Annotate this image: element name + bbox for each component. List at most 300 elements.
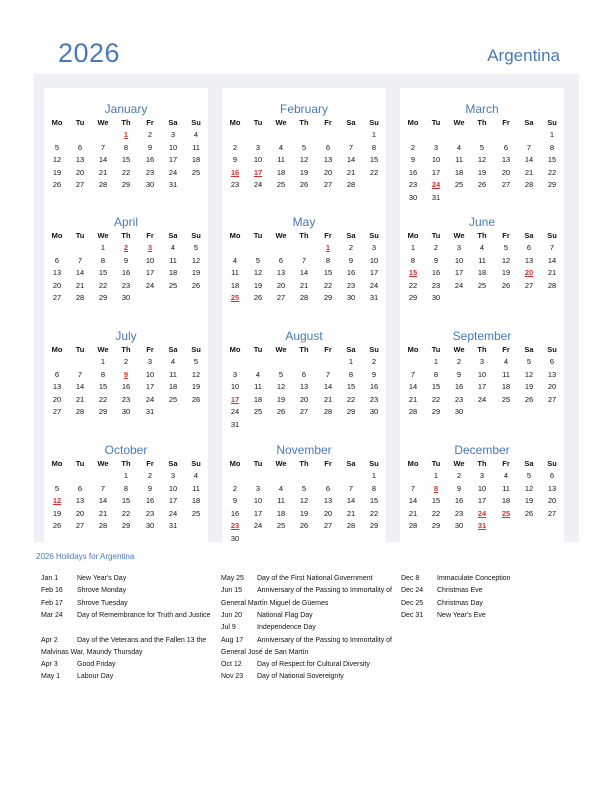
month-name: March [465, 102, 499, 116]
calendar-day: 20 [323, 508, 333, 518]
calendar-day: 2 [348, 243, 354, 252]
holiday-date: 12 [52, 496, 62, 505]
calendar-day: 31 [168, 180, 178, 189]
holiday-entry [221, 659, 393, 671]
holiday-date: 24 [431, 180, 441, 189]
calendar-day: 6 [54, 255, 60, 265]
calendar-day: 10 [477, 483, 487, 493]
calendar-day: 22 [408, 280, 418, 290]
weekday-label: Su [191, 345, 201, 354]
calendar-day: 23 [145, 167, 155, 177]
calendar-day: 7 [410, 483, 416, 493]
calendar-day: 20 [323, 167, 333, 177]
calendar-day: 29 [98, 293, 108, 302]
calendar-day: 6 [503, 142, 509, 152]
calendar-day: 15 [547, 155, 557, 164]
calendar-day: 21 [299, 280, 309, 290]
month-december [400, 429, 564, 543]
calendar-day: 16 [431, 268, 441, 277]
calendar-day: 8 [123, 142, 129, 152]
calendar-day: 24 [477, 394, 487, 404]
calendar-day: 5 [54, 483, 60, 493]
weekday-label: Tu [253, 118, 263, 127]
calendar-day: 13 [276, 268, 286, 277]
calendar-day: 21 [98, 508, 108, 518]
calendar-day: 19 [299, 508, 309, 518]
calendar-day: 28 [98, 180, 108, 189]
month-name: June [468, 215, 496, 229]
calendar-day: 8 [100, 255, 106, 265]
month-august [222, 315, 386, 429]
calendar-day: 14 [98, 155, 108, 164]
calendar-day: 15 [98, 382, 108, 391]
weekday-label: Sa [168, 118, 178, 127]
calendar-day: 9 [433, 255, 439, 265]
calendar-day: 16 [346, 268, 356, 277]
calendar-day: 1 [549, 130, 555, 139]
calendar-day: 22 [431, 394, 441, 404]
holiday-date-label: Mar 24 [41, 611, 63, 619]
weekday-label: Fr [502, 118, 510, 127]
holiday-date-label: Nov 23 [221, 673, 244, 681]
weekday-label: Th [299, 345, 309, 354]
calendar-day: 20 [501, 167, 511, 177]
calendar-day: 21 [524, 167, 534, 177]
weekday-label: Th [121, 231, 131, 240]
weekday-label: Th [477, 459, 487, 468]
weekday-label: Su [191, 231, 201, 240]
calendar-day: 4 [479, 243, 485, 252]
calendar-day: 27 [524, 280, 534, 290]
holiday-entry [41, 585, 213, 597]
calendar-day: 23 [454, 394, 464, 404]
weekday-label: Mo [229, 345, 241, 354]
calendar-day: 28 [98, 521, 108, 530]
holiday-name: Day of Remembrance for Truth and Justice [77, 611, 211, 619]
calendar-day: 27 [52, 293, 62, 302]
calendar-day: 19 [191, 382, 201, 391]
calendar-day: 15 [323, 268, 333, 277]
weekday-label: Fr [502, 345, 510, 354]
calendar-day: 10 [454, 255, 464, 265]
calendar-day: 2 [456, 471, 462, 480]
calendar-day: 18 [454, 167, 464, 177]
calendar-day: 8 [371, 142, 377, 152]
holiday-date: 17 [253, 167, 263, 177]
calendar-day: 17 [168, 155, 178, 164]
calendar-day: 12 [253, 268, 263, 277]
calendar-day: 26 [191, 394, 201, 404]
calendar-day: 12 [191, 255, 201, 265]
holiday-name: Anniversary of the Passing to Immortality of General José de San Martín [221, 636, 392, 656]
holiday-name: Independence Day [257, 624, 316, 632]
calendar-day: 12 [191, 369, 201, 379]
calendar-day: 15 [121, 155, 131, 164]
weekday-label: Fr [502, 231, 510, 240]
weekday-label: Fr [324, 118, 332, 127]
weekday-label: Mo [51, 345, 63, 354]
holiday-name: Day of the First National Government [257, 575, 373, 582]
calendar-day: 27 [75, 180, 85, 189]
weekday-label: Fr [324, 459, 332, 468]
calendar-day: 13 [323, 496, 333, 505]
holiday-name: National Flag Day [257, 611, 313, 619]
calendar-day: 17 [477, 496, 487, 505]
calendar-day: 29 [369, 521, 379, 530]
calendar-day: 1 [433, 471, 439, 480]
weekday-label: Th [121, 345, 131, 354]
holiday-entry [41, 671, 213, 683]
weekday-label: Mo [407, 231, 419, 240]
calendar-day: 28 [408, 407, 418, 416]
calendar-day: 22 [369, 167, 379, 177]
calendar-day: 21 [408, 508, 418, 518]
weekday-label: Mo [51, 459, 63, 468]
calendar-day: 7 [100, 483, 106, 493]
weekday-label: Th [477, 118, 487, 127]
calendar-day: 21 [323, 394, 333, 404]
calendar-day: 3 [479, 471, 485, 480]
calendar-day: 9 [147, 142, 153, 152]
holiday-date-label: Jan 1 [41, 575, 59, 582]
calendar-day: 29 [431, 407, 441, 416]
month-name: September [452, 329, 512, 343]
holiday-date-label: Apr 3 [41, 661, 58, 669]
holiday-date: 1 [325, 243, 331, 252]
calendar-day: 5 [301, 142, 307, 152]
holiday-date-label: Dec 8 [401, 575, 420, 582]
calendar-day: 11 [502, 483, 510, 493]
calendar-day: 8 [433, 369, 439, 379]
calendar-day: 22 [346, 394, 356, 404]
calendar-day: 25 [276, 521, 286, 530]
calendar-day: 7 [348, 483, 354, 493]
calendar-day: 29 [408, 293, 418, 302]
calendar-day: 12 [524, 369, 534, 379]
calendar-day: 26 [52, 521, 62, 530]
calendar-day: 3 [456, 243, 462, 252]
calendar-day: 21 [408, 394, 418, 404]
month-name: October [104, 443, 148, 457]
calendar-day: 13 [547, 483, 557, 493]
weekday-label: Fr [146, 231, 154, 240]
calendar-day: 13 [75, 496, 85, 505]
calendar-day: 1 [348, 357, 354, 366]
holiday-name: Christmas Eve [437, 587, 483, 595]
weekday-label: Su [369, 231, 379, 240]
calendar-day: 24 [454, 280, 464, 290]
holiday-date-label: Apr 2 [41, 636, 58, 644]
calendar-day: 18 [477, 268, 487, 277]
calendar-day: 7 [301, 255, 307, 265]
month-may [222, 201, 386, 315]
calendar-day: 27 [547, 508, 557, 518]
calendar-day: 14 [323, 382, 333, 391]
calendar-day: 18 [191, 155, 201, 164]
calendar-day: 25 [501, 394, 511, 404]
calendar-day: 11 [254, 382, 262, 391]
month-september [400, 315, 564, 429]
weekday-label: We [97, 118, 109, 127]
calendar-day: 19 [253, 280, 263, 290]
holiday-name: Christmas Day [437, 599, 483, 607]
holiday-date-label: May 1 [41, 673, 61, 681]
calendar-day: 21 [98, 167, 108, 177]
calendar-day: 30 [346, 293, 356, 302]
calendar-day: 18 [501, 496, 511, 505]
calendar-day: 12 [276, 382, 286, 391]
holiday-entry [221, 585, 393, 610]
weekday-label: Su [369, 345, 379, 354]
calendar-day: 4 [232, 255, 238, 265]
holiday-entry [221, 573, 393, 585]
calendar-day: 9 [456, 483, 462, 493]
weekday-label: Tu [75, 345, 85, 354]
holiday-date-label: Dec 25 [401, 599, 424, 607]
calendar-day: 9 [348, 255, 354, 265]
weekday-label: We [453, 118, 465, 127]
month-name: April [113, 215, 138, 229]
calendar-day: 12 [501, 255, 511, 265]
calendar-day: 18 [253, 394, 263, 404]
calendar-day: 3 [170, 471, 176, 480]
calendar-day: 21 [75, 394, 85, 404]
holiday-date-label: Aug 17 [221, 636, 244, 644]
calendar-day: 30 [230, 533, 240, 543]
calendar-day: 25 [191, 508, 201, 518]
calendar-day: 12 [524, 483, 534, 493]
holiday-date: 1 [123, 130, 129, 139]
calendar-day: 8 [325, 255, 331, 265]
calendar-day: 13 [547, 369, 557, 379]
calendar-day: 26 [299, 180, 309, 189]
calendar-day: 5 [54, 142, 60, 152]
holiday-name: Labour Day [77, 673, 114, 681]
calendar-day: 26 [276, 407, 286, 416]
calendar-day: 6 [325, 142, 331, 152]
calendar-day: 24 [369, 280, 379, 290]
weekday-label: Mo [407, 118, 419, 127]
calendar-day: 5 [526, 471, 532, 480]
calendar-day: 19 [299, 167, 309, 177]
calendar-day: 5 [301, 483, 307, 493]
calendar-day: 14 [98, 496, 108, 505]
holiday-name: Immaculate Conception [437, 575, 511, 582]
calendar-day: 3 [433, 142, 439, 152]
weekday-label: Tu [253, 231, 263, 240]
weekday-label: Th [477, 345, 487, 354]
calendar-day: 17 [145, 382, 155, 391]
calendar-day: 24 [230, 407, 240, 416]
calendar-day: 16 [369, 382, 379, 391]
weekday-label: Mo [51, 231, 63, 240]
calendar-day: 14 [346, 496, 356, 505]
calendar-day: 21 [75, 280, 85, 290]
month-october [44, 429, 208, 543]
calendar-day: 25 [454, 180, 464, 189]
calendar-day: 9 [410, 155, 416, 164]
weekday-label: Su [547, 231, 557, 240]
calendar-day: 7 [348, 142, 354, 152]
calendar-day: 10 [431, 155, 441, 164]
calendar-day: 4 [170, 357, 176, 366]
calendar-day: 14 [346, 155, 356, 164]
month-name: January [104, 102, 148, 116]
calendar-day: 23 [346, 280, 356, 290]
calendar-day: 6 [54, 369, 60, 379]
weekday-label: We [97, 231, 109, 240]
calendar-day: 30 [145, 180, 155, 189]
calendar-day: 28 [408, 521, 418, 530]
calendar-day: 18 [276, 167, 286, 177]
weekday-label: Fr [146, 459, 154, 468]
calendar-day: 27 [276, 293, 286, 302]
holiday-name: Anniversary of the Passing to Immortality of General Martín Miguel de Güemes [221, 587, 392, 607]
calendar-day: 11 [169, 255, 177, 265]
weekday-label: Sa [168, 345, 178, 354]
calendar-day: 28 [346, 180, 356, 189]
calendar-day: 13 [299, 382, 309, 391]
weekday-label: Mo [229, 118, 241, 127]
calendar-day: 16 [454, 382, 464, 391]
calendar-day: 22 [121, 508, 131, 518]
calendar-day: 10 [145, 255, 155, 265]
holiday-date: 9 [123, 369, 129, 379]
calendar-day: 10 [145, 369, 155, 379]
calendar-day: 15 [369, 155, 379, 164]
calendar-day: 7 [100, 142, 106, 152]
calendar-day: 14 [524, 155, 534, 164]
calendar-day: 23 [121, 394, 131, 404]
calendar-day: 2 [410, 142, 416, 152]
weekday-label: Sa [346, 118, 356, 127]
holiday-entry [41, 659, 213, 671]
calendar-day: 27 [547, 394, 557, 404]
calendar-day: 11 [192, 483, 200, 493]
calendar-day: 2 [456, 357, 462, 366]
calendar-day: 15 [121, 496, 131, 505]
holiday-entry [41, 610, 213, 622]
calendar-day: 16 [454, 496, 464, 505]
calendar-day: 8 [348, 369, 354, 379]
calendar-day: 10 [369, 255, 379, 265]
weekday-label: Tu [253, 459, 263, 468]
weekday-label: Tu [253, 345, 263, 354]
weekday-label: Sa [346, 345, 356, 354]
calendar-day: 19 [524, 496, 534, 505]
calendar-day: 6 [77, 142, 83, 152]
weekday-label: Su [191, 459, 201, 468]
calendar-day: 22 [547, 167, 557, 177]
calendar-day: 2 [147, 130, 153, 139]
calendar-day: 23 [369, 394, 379, 404]
calendar-day: 5 [193, 243, 199, 252]
weekday-label: Tu [431, 345, 441, 354]
holiday-name: Shrove Tuesday [77, 599, 128, 607]
holiday-entry [401, 610, 573, 622]
calendar-day: 26 [501, 280, 511, 290]
calendar-day: 14 [75, 268, 85, 277]
calendar-day: 8 [410, 255, 416, 265]
calendar-day: 24 [253, 521, 263, 530]
calendar-day: 15 [346, 382, 356, 391]
month-february [222, 88, 386, 202]
calendar-day: 22 [323, 280, 333, 290]
weekday-label: We [97, 345, 109, 354]
month-april [44, 201, 208, 315]
weekday-label: Sa [524, 118, 534, 127]
calendar-day: 21 [346, 167, 356, 177]
holiday-entry [221, 635, 393, 660]
calendar-day: 26 [524, 508, 534, 518]
calendar-day: 24 [168, 508, 178, 518]
calendar-day: 23 [431, 280, 441, 290]
calendar-day: 12 [299, 496, 309, 505]
calendar-day: 18 [191, 496, 201, 505]
calendar-day: 29 [121, 521, 131, 530]
calendar-day: 13 [75, 155, 85, 164]
weekday-label: Fr [146, 118, 154, 127]
calendar-day: 20 [276, 280, 286, 290]
weekday-label: Su [547, 118, 557, 127]
weekday-label: Th [121, 459, 131, 468]
calendar-day: 20 [299, 394, 309, 404]
holiday-date: 25 [501, 508, 511, 518]
calendar-day: 6 [278, 255, 284, 265]
calendar-day: 8 [100, 369, 106, 379]
calendar-day: 14 [408, 496, 418, 505]
calendar-day: 7 [77, 255, 83, 265]
calendar-day: 30 [121, 293, 131, 302]
calendar-day: 28 [75, 407, 85, 416]
calendar-day: 9 [371, 369, 377, 379]
calendar-day: 7 [325, 369, 331, 379]
calendar-day: 31 [230, 419, 240, 429]
calendar-day: 17 [369, 268, 379, 277]
calendar-day: 11 [192, 142, 200, 152]
calendar-day: 10 [230, 382, 240, 391]
calendar-day: 27 [52, 407, 62, 416]
calendar-day: 28 [547, 280, 557, 290]
calendar-day: 13 [524, 255, 534, 265]
weekday-label: Sa [524, 231, 534, 240]
calendar-day: 7 [549, 243, 555, 252]
weekday-label: Tu [431, 118, 441, 127]
holiday-entry [41, 573, 213, 585]
weekday-label: Sa [524, 459, 534, 468]
holiday-entry [221, 671, 393, 683]
calendar-day: 19 [276, 394, 286, 404]
holiday-date: 31 [477, 521, 487, 530]
month-june [400, 201, 564, 315]
holiday-entry [401, 573, 573, 585]
calendar-day: 19 [524, 382, 534, 391]
holiday-date: 24 [477, 508, 487, 518]
calendar-day: 9 [232, 155, 238, 164]
weekday-label: Th [121, 118, 131, 127]
calendar-day: 12 [477, 155, 487, 164]
calendar-day: 16 [145, 496, 155, 505]
calendar-day: 30 [454, 407, 464, 416]
calendar-day: 29 [547, 180, 557, 189]
calendar-day: 29 [98, 407, 108, 416]
weekday-label: Su [191, 118, 201, 127]
calendar-day: 19 [501, 268, 511, 277]
weekday-label: Th [477, 231, 487, 240]
calendar-day: 26 [524, 394, 534, 404]
holiday-date: 15 [408, 268, 418, 277]
calendar-day: 4 [170, 243, 176, 252]
